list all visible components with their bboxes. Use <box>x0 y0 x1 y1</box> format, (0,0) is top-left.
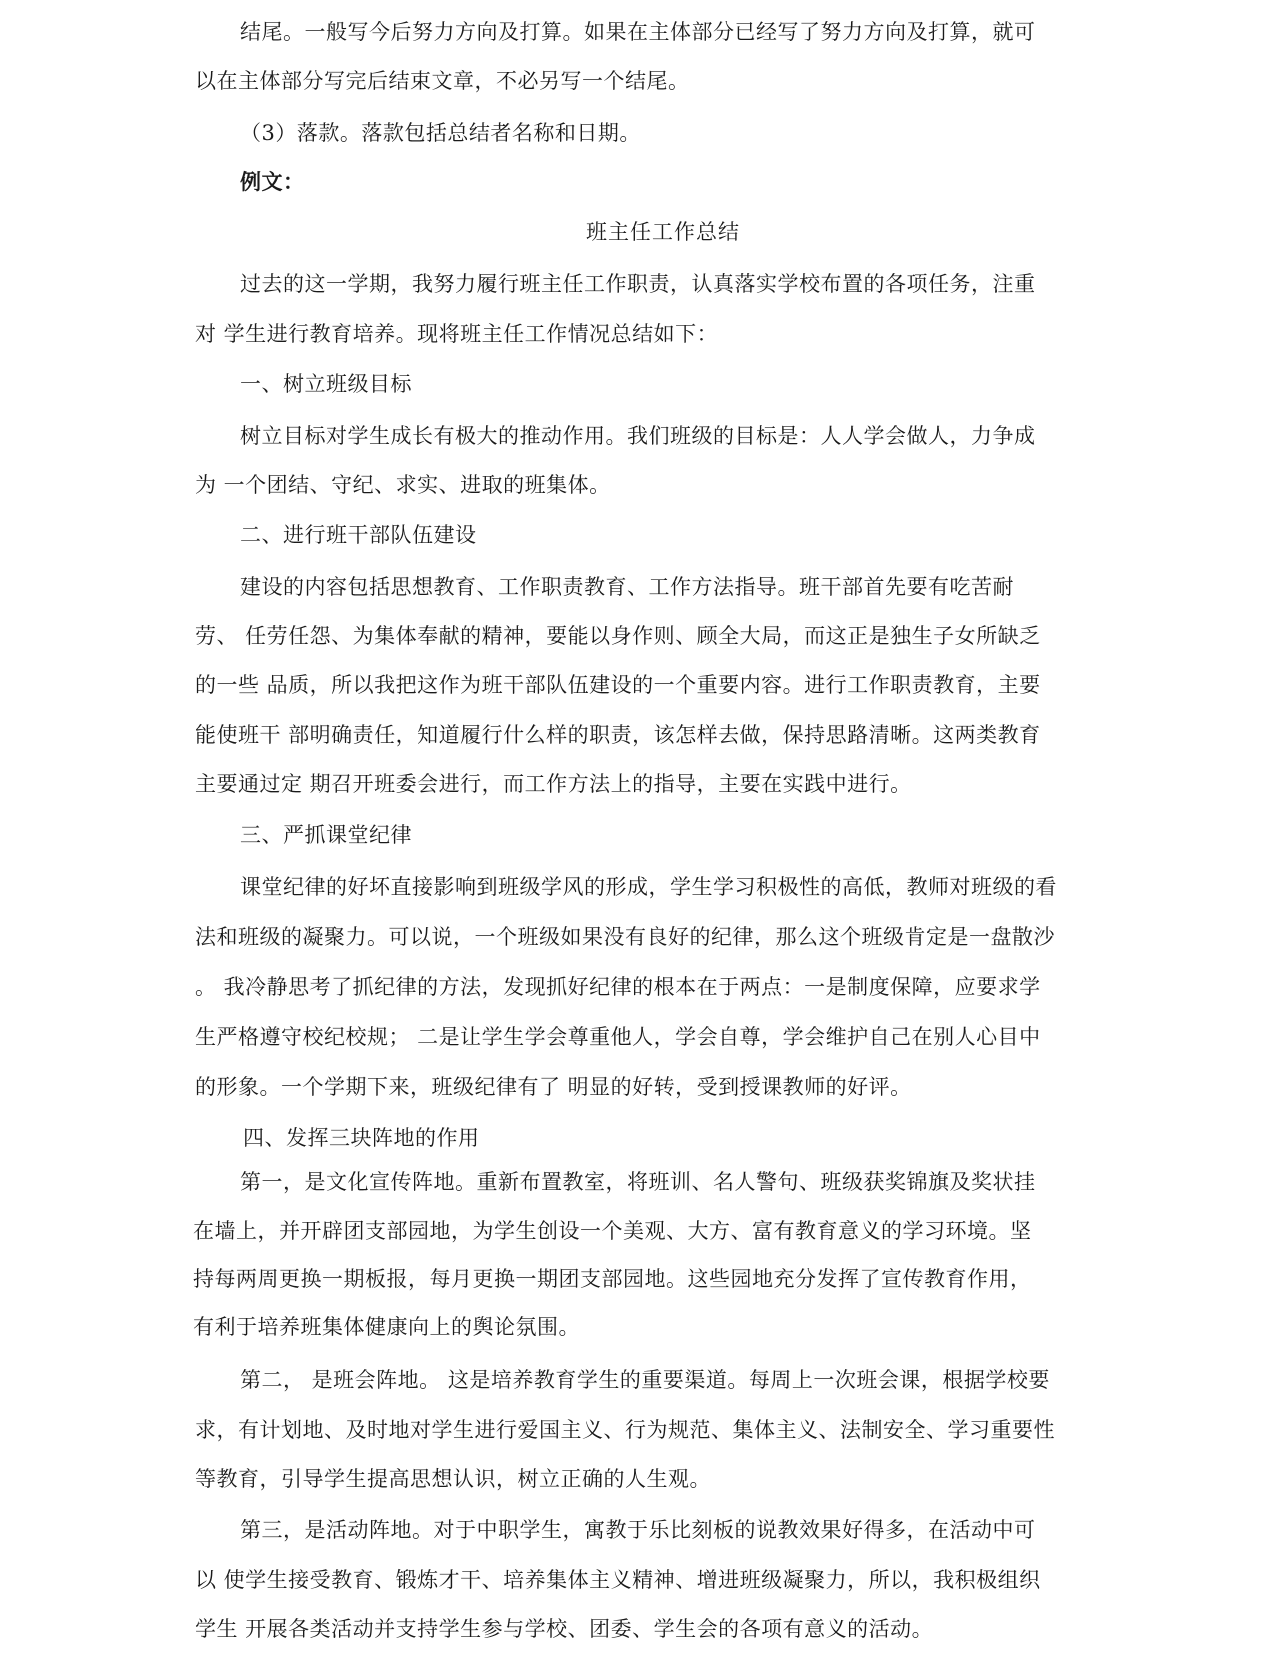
paragraph-line: 过去的这一学期，我努力履行班主任工作职责，认真落实学校布置的各项任务，注重 <box>240 272 1036 296</box>
paragraph-line: 劳、 任劳任怨、为集体奉献的精神，要能以身作则、顾全大局，而这正是独生子女所缺乏 <box>195 624 1041 648</box>
paragraph-line: 树立目标对学生成长有极大的推动作用。我们班级的目标是：人人学会做人，力争成 <box>240 424 1036 448</box>
example-heading: 例文： <box>240 169 305 194</box>
paragraph-line: 对 学生进行教育培养。现将班主任工作情况总结如下： <box>195 322 719 346</box>
document-title: 班主任工作总结 <box>586 220 740 244</box>
paragraph-line: 建设的内容包括思想教育、工作职责教育、工作方法指导。班干部首先要有吃苦耐 <box>240 575 1014 599</box>
paragraph-line: 以在主体部分写完后结束文章，不必另写一个结尾。 <box>195 69 690 93</box>
paragraph-line: 第三，是活动阵地。对于中职学生，寓教于乐比刻板的说教效果好得多，在活动中可 <box>240 1518 1036 1542</box>
paragraph-line: 等教育，引导学生提高思想认识，树立正确的人生观。 <box>195 1467 711 1491</box>
paragraph-line: 在墙上，并开辟团支部园地，为学生创设一个美观、大方、富有教育意义的学习环境。坚 <box>193 1219 1032 1243</box>
paragraph-line: 的一些 品质，所以我把这作为班干部队伍建设的一个重要内容。进行工作职责教育，主要 <box>195 673 1041 697</box>
paragraph-line: 持每两周更换一期板报，每月更换一期团支部园地。这些园地充分发挥了宣传教育作用， <box>193 1267 1032 1291</box>
paragraph-line: 法和班级的凝聚力。可以说，一个班级如果没有良好的纪律，那么这个班级肯定是一盘散沙 <box>195 925 1055 949</box>
paragraph-line: 结尾。一般写今后努力方向及打算。如果在主体部分已经写了努力方向及打算，就可 <box>240 20 1036 44</box>
paragraph-line: 生严格遵守校纪校规； 二是让学生学会尊重他人，学会自尊，学会维护自己在别人心目中 <box>195 1025 1041 1049</box>
section-heading: 二、进行班干部队伍建设 <box>240 523 477 547</box>
paragraph-line: 课堂纪律的好坏直接影响到班级学风的形成，学生学习积极性的高低，教师对班级的看 <box>240 875 1057 899</box>
paragraph-line: 第一，是文化宣传阵地。重新布置教室，将班训、名人警句、班级获奖锦旗及奖状挂 <box>240 1170 1036 1194</box>
section-heading: 三、严抓课堂纪律 <box>240 823 412 847</box>
paragraph-line: 有利于培养班集体健康向上的舆论氛围。 <box>193 1315 580 1339</box>
paragraph-line: 以 使学生接受教育、锻炼才干、培养集体主义精神、增进班级凝聚力，所以，我积极组织 <box>195 1568 1041 1592</box>
paragraph-line: 第二， 是班会阵地。 这是培养教育学生的重要渠道。每周上一次班会课，根据学校要 <box>240 1368 1050 1392</box>
paragraph-line: 为 一个团结、守纪、求实、进取的班集体。 <box>195 473 611 497</box>
paragraph-line: 学生 开展各类活动并支持学生参与学校、团委、学生会的各项有意义的活动。 <box>195 1617 934 1641</box>
section-heading: 四、发挥三块阵地的作用 <box>243 1126 480 1150</box>
paragraph-line: 求，有计划地、及时地对学生进行爱国主义、行为规范、集体主义、法制安全、学习重要性 <box>195 1418 1055 1442</box>
paragraph-line: 主要通过定 期召开班委会进行，而工作方法上的指导，主要在实践中进行。 <box>195 772 912 796</box>
paragraph-line: （3）落款。落款包括总结者名称和日期。 <box>240 121 641 145</box>
paragraph-line: 能使班干 部明确责任，知道履行什么样的职责，该怎样去做，保持思路清晰。这两类教育 <box>195 723 1041 747</box>
section-heading: 一、树立班级目标 <box>240 372 412 396</box>
paragraph-line: 的形象。一个学期下来，班级纪律有了 明显的好转，受到授课教师的好评。 <box>195 1075 912 1099</box>
paragraph-line: 。 我冷静思考了抓纪律的方法，发现抓好纪律的根本在于两点：一是制度保障，应要求学 <box>195 975 1041 999</box>
